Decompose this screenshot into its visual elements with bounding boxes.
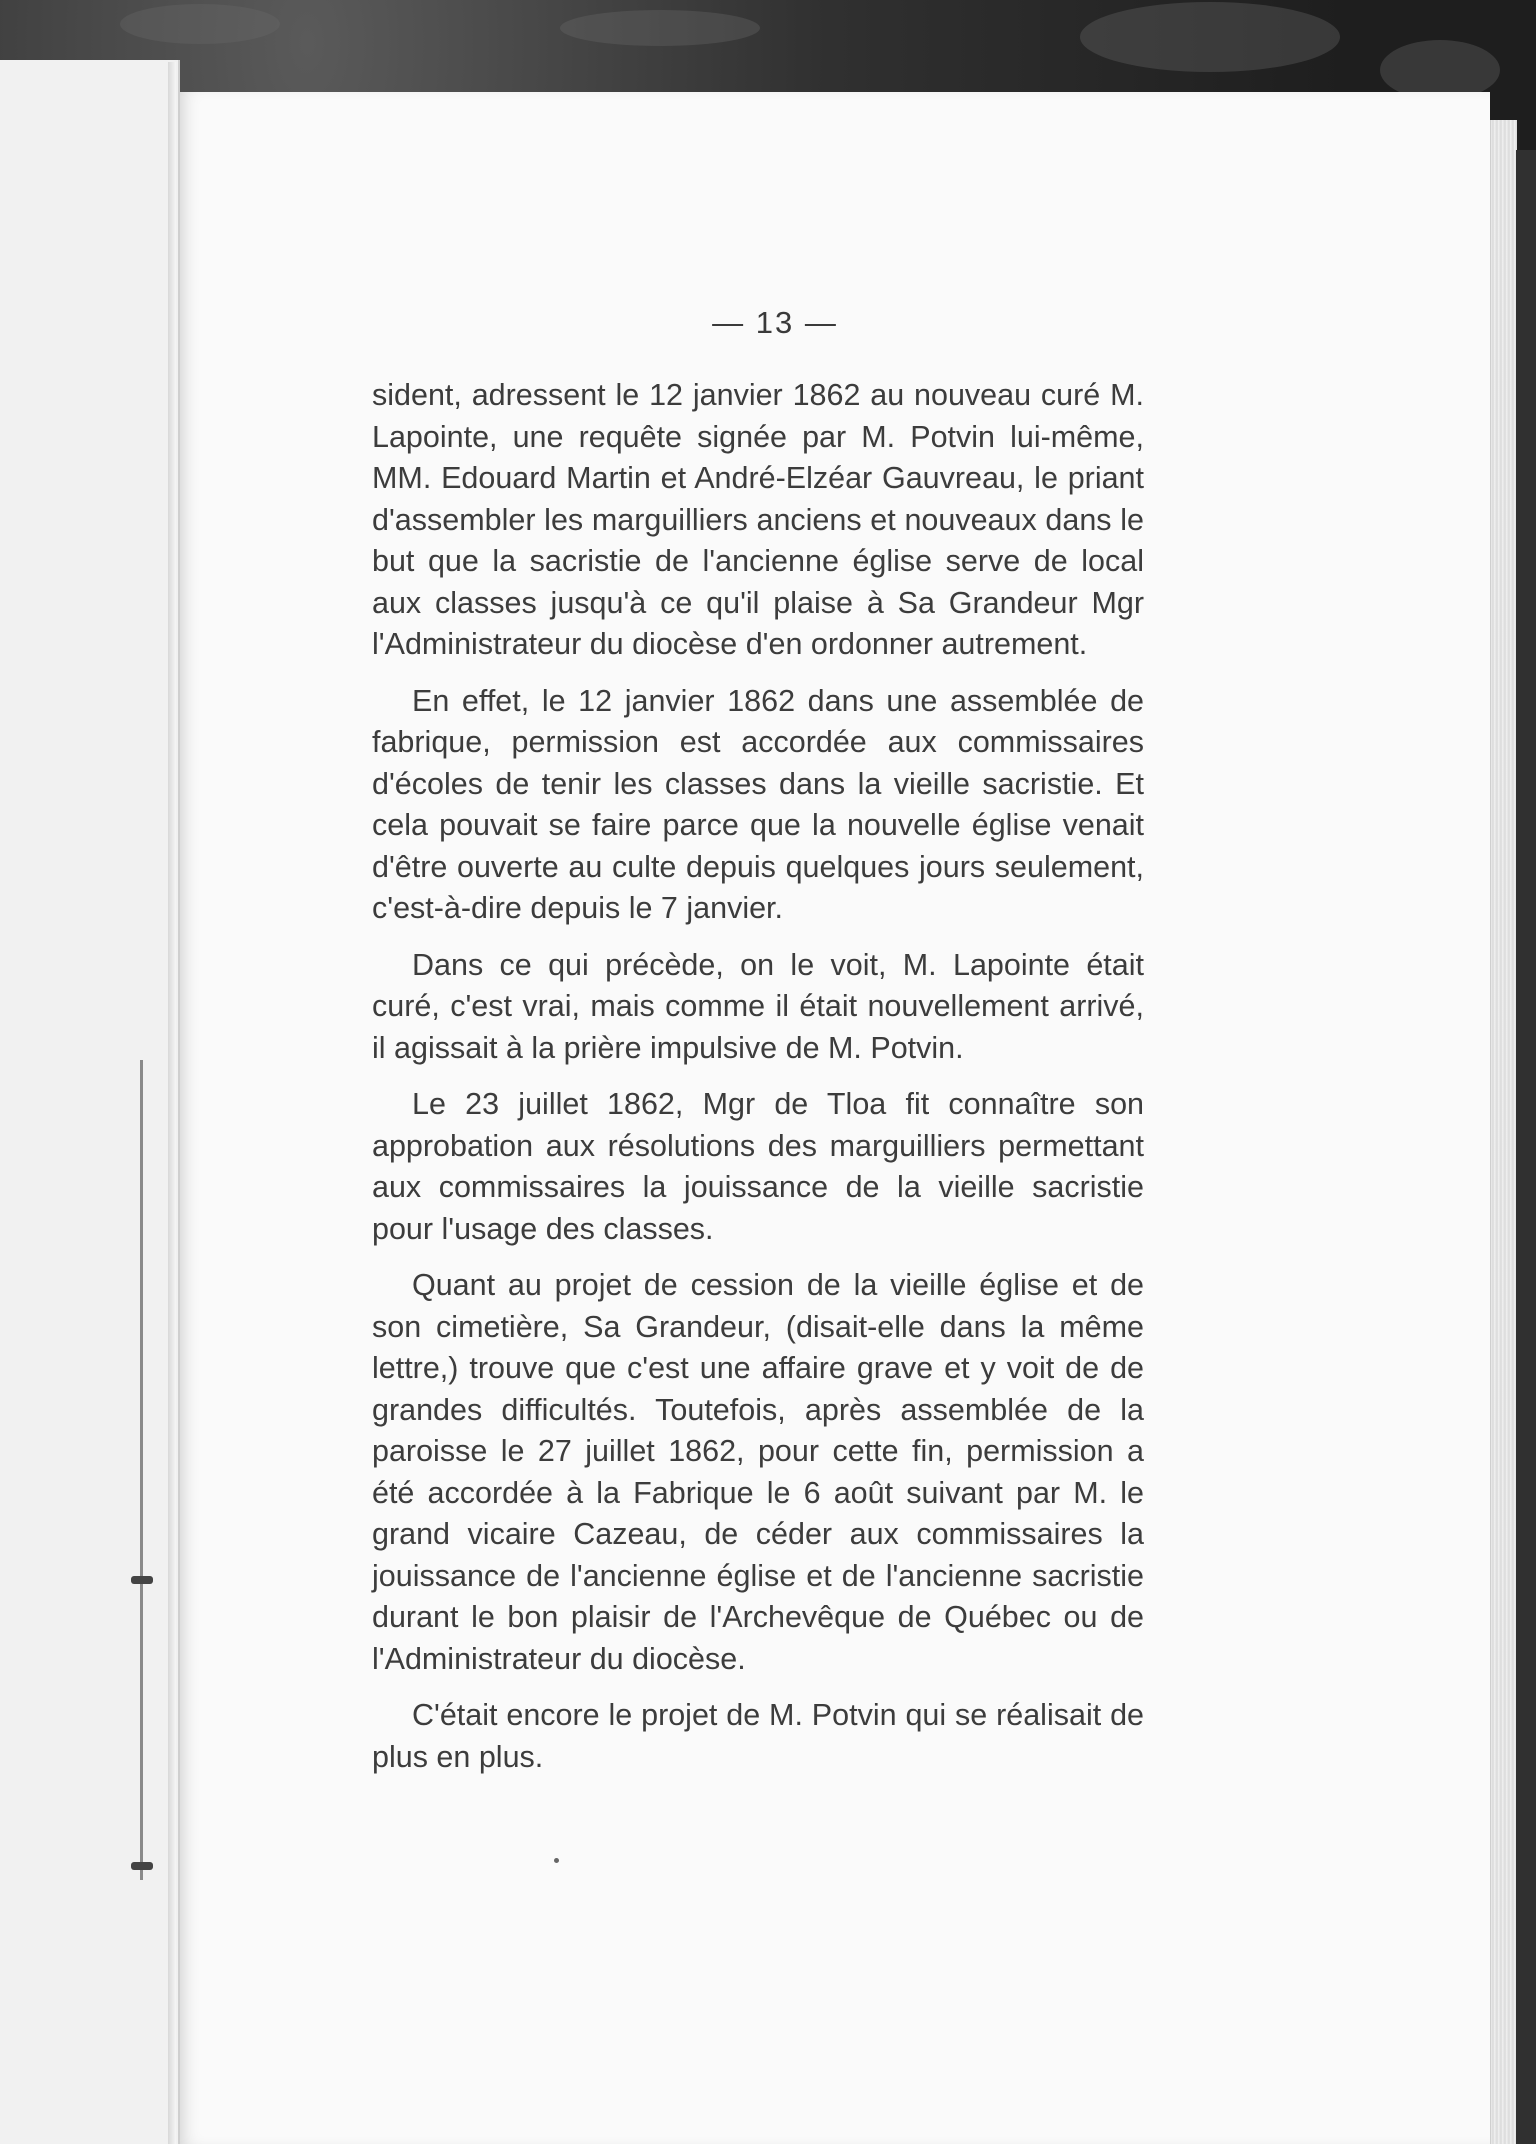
paragraph: sident, adressent le 12 janvier 1862 au nouveau curé M. Lapointe, une requête signée par M. Potvin lui-même, MM. Edouard Martin et André-Elzéar Gauvreau, le priant d'assembler les marguilliers anciens et nouveaux dans le but que la sacristie de l'ancienne église serve de local aux classes jusqu'à ce qu'il plaise à Sa Grandeur Mgr l'Administrateur du diocèse d'en ordonner autrement.	[372, 378, 1144, 661]
paragraph: C'était encore le projet de M. Potvin qui se réalisait de plus en plus.	[372, 1698, 1144, 1774]
binding-knot	[131, 1576, 153, 1584]
paragraph: Dans ce qui précède, on le voit, M. Lapointe était curé, c'est vrai, mais comme il était nouvellement arrivé, il agissait à la prière impulsive de M. Potvin.	[372, 947, 1144, 1065]
background-texture	[560, 10, 760, 46]
ink-speck	[554, 1858, 559, 1863]
background-texture	[1080, 2, 1340, 72]
left-page-edge	[168, 62, 176, 2144]
paragraph: Le 23 juillet 1862, Mgr de Tloa fit connaître son approbation aux résolutions des marguilliers permettant aux commissaires la jouissance de la vieille sacristie pour l'usage des classes.	[372, 1087, 1144, 1246]
background-texture	[1380, 40, 1500, 100]
paragraph: Quant au projet de cession de la vieille église et de son cimetière, Sa Grandeur, (disait-elle dans la même lettre,) trouve que c'est une affaire grave et y voit de de grandes difficultés. Toutefois, après assemblée de la paroisse le 27 juillet 1862, pour cette fin, permission a été accordée à la Fabrique le 6 août suivant par M. le grand vicaire Cazeau, de céder aux commissaires la jouissance de l'ancienne église et de l'ancienne sacristie durant le bon plaisir de l'Archevêque de Québec ou de l'Administrateur du diocèse.	[372, 1268, 1144, 1676]
background-texture	[120, 4, 280, 44]
binding-knot	[131, 1862, 153, 1870]
page-stack-edge	[1490, 120, 1517, 2144]
page-number: — 13 —	[712, 305, 838, 340]
page-stack-shadow	[1516, 150, 1536, 2144]
body-text	[372, 375, 1144, 1778]
binding-thread	[140, 1060, 143, 1880]
left-page	[0, 60, 180, 2144]
paragraph: En effet, le 12 janvier 1862 dans une assemblée de fabrique, permission est accordée aux commissaires d'écoles de tenir les classes dans la vieille sacristie. Et cela pouvait se faire parce que la nouvelle église venait d'être ouverte au culte depuis quelques jours seulement, c'est-à-dire depuis le 7 janvier.	[372, 683, 1144, 925]
